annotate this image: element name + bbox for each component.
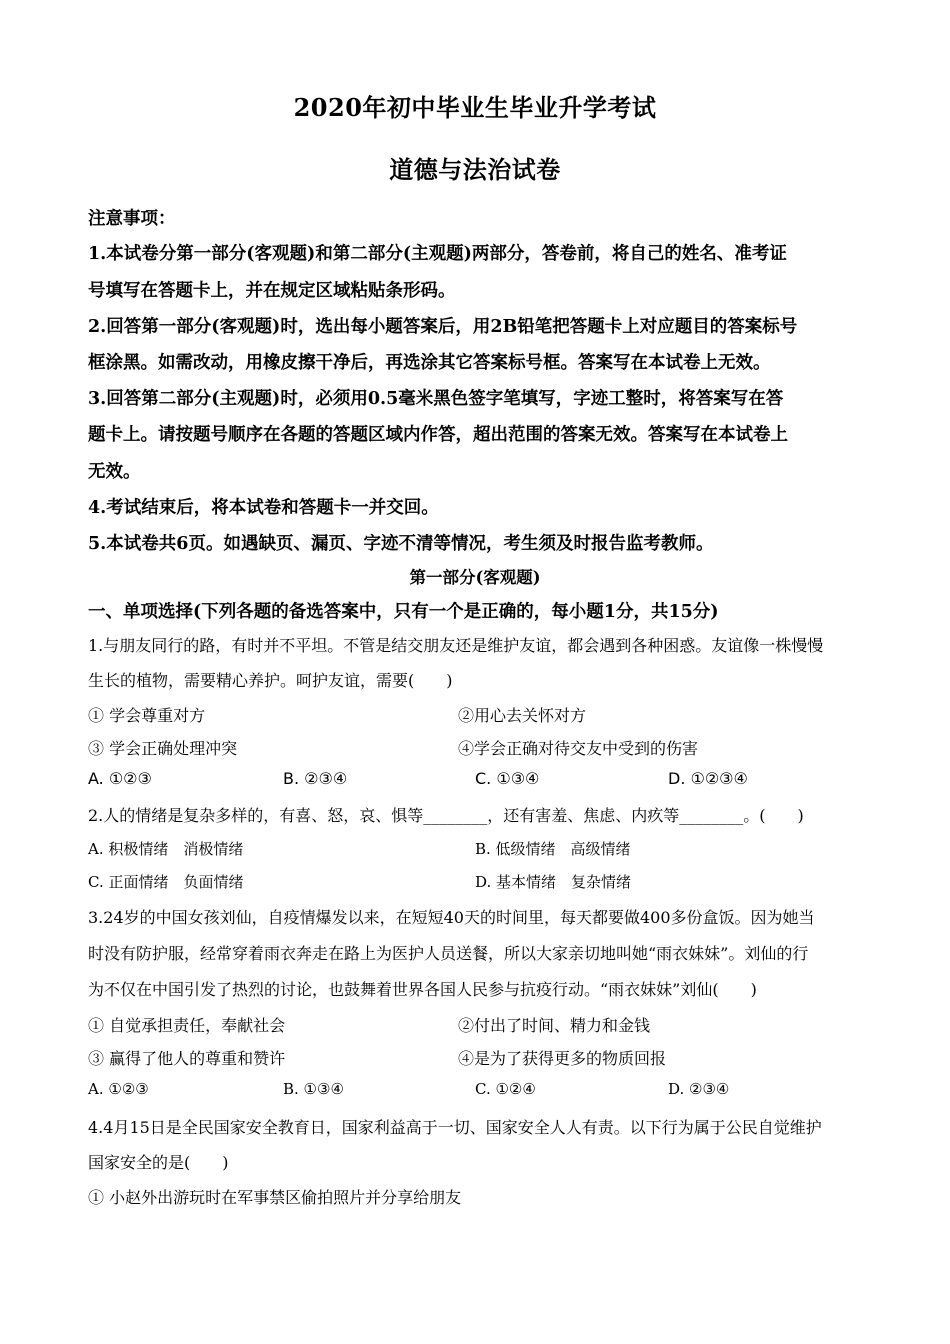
notice-heading: 注意事项： [88,209,176,229]
question-3-item: ① 自觉承担责任，奉献社会 [88,1016,286,1035]
question-2-option-b: B. 低级情绪 高级情绪 [475,840,631,858]
question-1-item: ① 学会尊重对方 [88,706,206,725]
notice-line: 无效。 [88,462,141,482]
question-3-option-d: D. ②③④ [668,1080,730,1098]
notice-line: 3.回答第二部分(主观题)时，必须用0.5毫米黑色签字笔填写，字迹工整时，将答案写在答 [88,389,784,409]
question-3-option-c: C. ①②④ [475,1080,536,1098]
notice-line: 1.本试卷分第一部分(客观题)和第二部分(主观题)两部分，答卷前，将自己的姓名、准考证 [88,244,787,264]
question-1-option-d: D. ①②③④ [668,769,748,788]
question-1-option-b: B. ②③④ [283,769,348,788]
part-title: 第一部分(客观题) [409,568,541,587]
question-1-item: ③ 学会正确处理冲突 [88,739,238,758]
question-1-line: 1.与朋友同行的路，有时并不平坦。不管是结交朋友还是维护友谊，都会遇到各种困惑。友谊像一株慢慢 [88,636,824,655]
question-2-option-c: C. 正面情绪 负面情绪 [88,873,244,891]
question-4-line: 4.4月15日是全民国家安全教育日，国家利益高于一切、国家安全人人有责。以下行为属于公民自觉维护 [88,1118,822,1137]
exam-title: 2020年初中毕业生毕业升学考试 [293,93,657,122]
question-2-line: 2.人的情绪是复杂多样的，有喜、怒，哀、惧等________，还有害羞、焦虑、内疚等________。( ) [88,806,804,825]
question-2-option-d: D. 基本情绪 复杂情绪 [475,873,632,891]
question-4-line: 国家安全的是( ) [88,1153,229,1172]
question-3-line: 时没有防护服，经常穿着雨衣奔走在路上为医护人员送餐，所以大家亲切地叫她“雨衣妹妹”。刘仙的行 [88,944,809,963]
question-3-item: ④是为了获得更多的物质回报 [458,1049,667,1068]
notice-line: 题卡上。请按题号顺序在各题的答题区域内作答，超出范围的答案无效。答案写在本试卷上 [88,425,788,445]
notice-line: 2.回答第一部分(客观题)时，选出每小题答案后，用2B铅笔把答题卡上对应题目的答案标号 [88,317,798,337]
question-2-option-a: A. 积极情绪 消极情绪 [88,840,244,858]
question-3-item: ②付出了时间、精力和金钱 [458,1016,651,1035]
notice-line: 号填写在答题卡上，并在规定区域粘贴条形码。 [88,281,456,301]
question-3-line: 3.24岁的中国女孩刘仙，自疫情爆发以来，在短短40天的时间里，每天都要做400多份盒饭。因为她当 [88,908,815,927]
question-3-item: ③ 赢得了他人的尊重和赞许 [88,1049,286,1068]
notice-line: 5.本试卷共6页。如遇缺页、漏页、字迹不清等情况，考生须及时报告监考教师。 [88,534,714,554]
question-1-item: ②用心去关怀对方 [458,706,587,725]
question-1-option-c: C. ①③④ [475,769,540,788]
question-1-option-a: A. ①②③ [88,769,152,788]
question-1-line: 生长的植物，需要精心养护。呵护友谊，需要( ) [88,671,453,690]
section-heading: 一、单项选择(下列各题的备选答案中，只有一个是正确的，每小题1分，共15分) [88,602,719,622]
question-4-item: ① 小赵外出游玩时在军事禁区偷拍照片并分享给朋友 [88,1188,462,1207]
question-3-option-b: B. ①③④ [283,1080,344,1098]
notice-line: 4.考试结束后，将本试卷和答题卡一并交回。 [88,498,439,518]
question-3-line: 为不仅在中国引发了热烈的讨论，也鼓舞着世界各国人民参与抗疫行动。“雨衣妹妹”刘仙( ) [88,980,757,999]
notice-line: 框涂黑。如需改动，用橡皮擦干净后，再选涂其它答案标号框。答案写在本试卷上无效。 [88,353,771,373]
exam-subject: 道德与法治试卷 [389,155,561,184]
question-1-item: ④学会正确对待交友中受到的伤害 [458,739,699,758]
question-3-option-a: A. ①②③ [88,1080,149,1098]
